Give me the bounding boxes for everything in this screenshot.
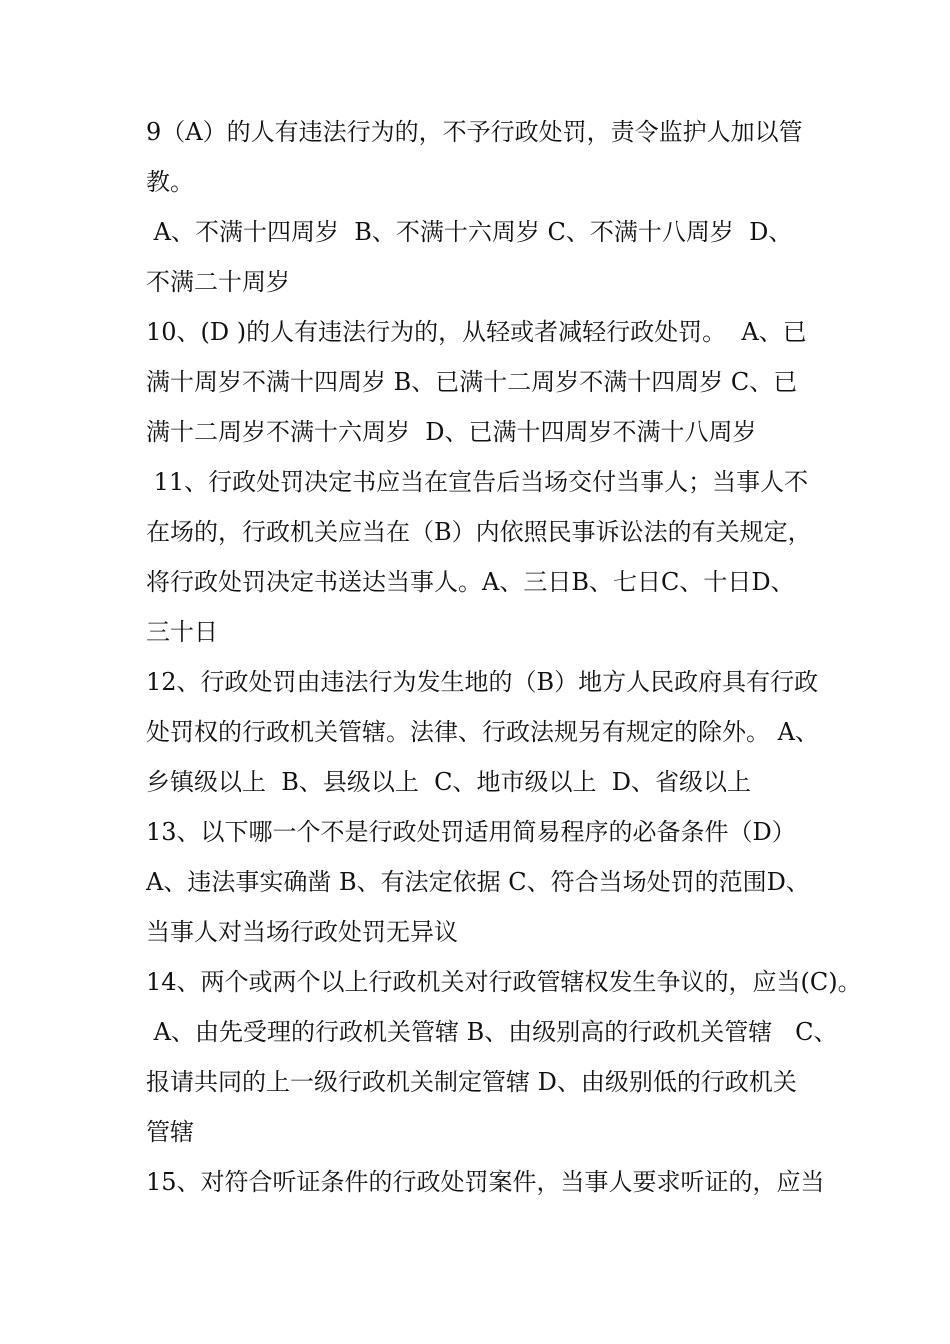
text-line: 13、以下哪一个不是行政处罚适用简易程序的必备条件（D） [146,818,796,846]
text-line: 在场的，行政机关应当在（B）内依照民事诉讼法的有关规定， [146,518,812,546]
text-line: 教。 [146,168,194,196]
text-line: 满十周岁不满十四周岁 B、已满十二周岁不满十四周岁 C、已 [146,368,798,396]
text-line: 当事人对当场行政处罚无异议 [146,918,458,946]
text-line: A、不满十四周岁 B、不满十六周岁 C、不满十八周岁 D、 [146,218,793,246]
text-line: 12、行政处罚由违法行为发生地的（B）地方人民政府具有行政 [146,668,819,696]
text-line: 管辖 [146,1118,194,1146]
text-line: 报请共同的上一级行政机关制定管辖 D、由级别低的行政机关 [146,1068,797,1096]
text-line: 10、(D )的人有违法行为的，从轻或者减轻行政处罚。 A、已 [146,318,807,346]
text-line: 三十日 [146,618,218,646]
text-line: 14、两个或两个以上行政机关对行政管辖权发生争议的，应当(C)。 [146,968,862,996]
text-line: 15、对符合听证条件的行政处罚案件，当事人要求听证的，应当 [146,1168,825,1196]
text-line: 将行政处罚决定书送达当事人。A、三日B、七日C、十日D、 [146,568,795,596]
text-line: A、违法事实确凿 B、有法定依据 C、符合当场处罚的范围D、 [146,868,810,896]
text-line: 9（A）的人有违法行为的，不予行政处罚，责令监护人加以管 [146,118,803,146]
text-line: 不满二十周岁 [146,268,290,296]
text-line: 11、行政处罚决定书应当在宣告后当场交付当事人；当事人不 [146,468,809,496]
text-line: 满十二周岁不满十六周岁 D、已满十四周岁不满十八周岁 [146,418,757,446]
text-line: A、由先受理的行政机关管辖 B、由级别高的行政机关管辖 C、 [146,1018,838,1046]
text-line: 乡镇级以上 B、县级以上 C、地市级以上 D、省级以上 [146,768,752,796]
text-line: 处罚权的行政机关管辖。法律、行政法规另有规定的除外。 A、 [146,718,819,746]
